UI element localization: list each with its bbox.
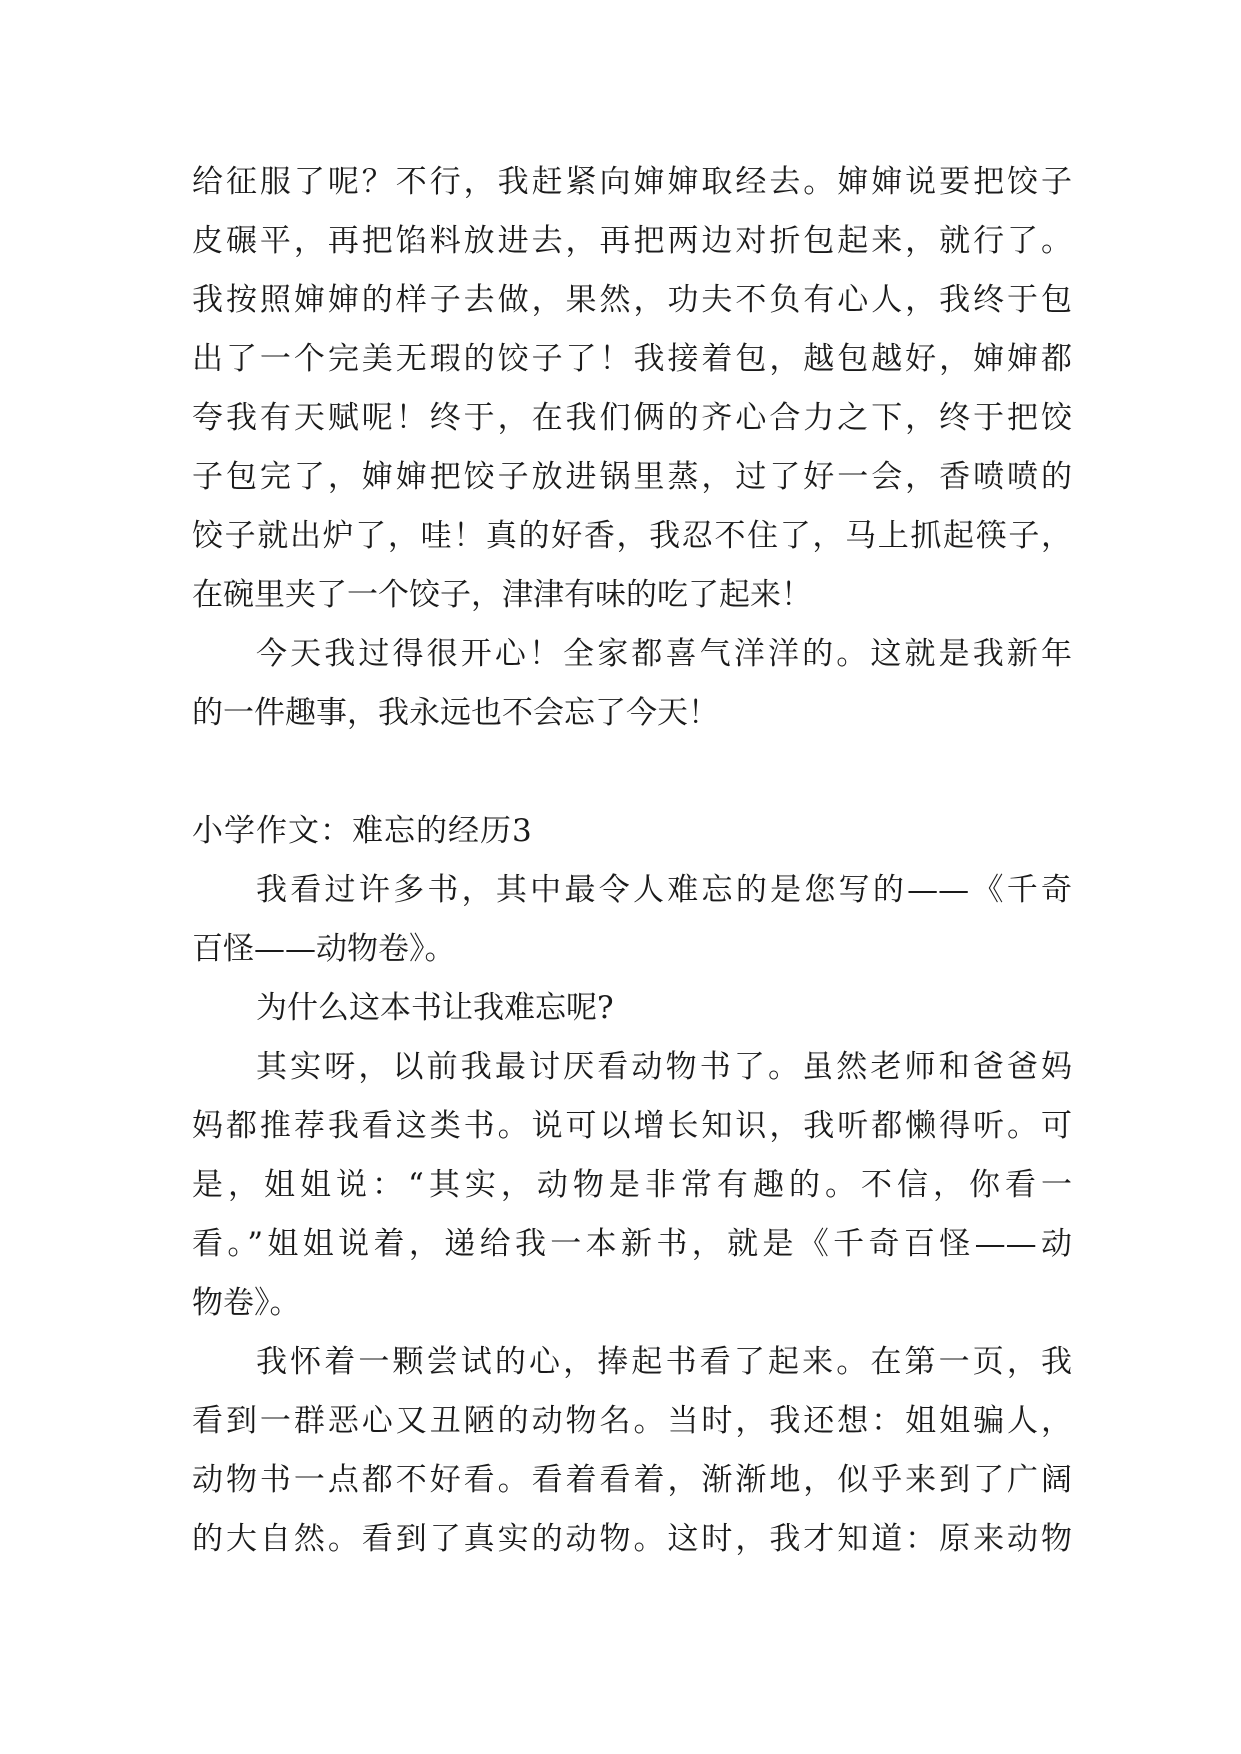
text-line: 百怪——动物卷》。 [192,931,456,967]
text-line: 其实呀，以前我最讨厌看动物书了。虽然老师和爸爸妈 [256,1049,1072,1085]
text-line: 的一件趣事，我永远也不会忘了今天！ [192,695,719,731]
text-line: 我按照婶婶的样子去做，果然，功夫不负有心人，我终于包 [192,282,1072,318]
text-line: 看到一群恶心又丑陋的动物名。当时，我还想：姐姐骗人， [192,1403,1072,1439]
text-line: 夸我有天赋呢！终于，在我们俩的齐心合力之下，终于把饺 [192,400,1072,436]
section-heading: 小学作文：难忘的经历3 [192,813,533,849]
text-line: 是，姐姐说：“其实，动物是非常有趣的。不信，你看一 [192,1167,1072,1203]
text-line: 为什么这本书让我难忘呢? [256,990,614,1026]
text-line: 给征服了呢？不行，我赶紧向婶婶取经去。婶婶说要把饺子 [192,164,1072,200]
text-line: 的大自然。看到了真实的动物。这时，我才知道：原来动物 [192,1521,1072,1557]
text-line: 出了一个完美无瑕的饺子了！我接着包，越包越好，婶婶都 [192,341,1072,377]
text-line: 皮碾平，再把馅料放进去，再把两边对折包起来，就行了。 [192,223,1072,259]
text-line: 今天我过得很开心！全家都喜气洋洋的。这就是我新年 [256,636,1072,672]
text-line: 在碗里夹了一个饺子，津津有味的吃了起来！ [192,577,812,613]
text-line: 动物书一点都不好看。看着看着，渐渐地，似乎来到了广阔 [192,1462,1072,1498]
text-line: 饺子就出炉了，哇！真的好香，我忍不住了，马上抓起筷子， [192,518,1072,554]
text-line: 妈都推荐我看这类书。说可以增长知识，我听都懒得听。可 [192,1108,1072,1144]
text-line: 我怀着一颗尝试的心，捧起书看了起来。在第一页，我 [256,1344,1072,1380]
text-line: 物卷》。 [192,1285,301,1321]
text-line: 子包完了，婶婶把饺子放进锅里蒸，过了好一会，香喷喷的 [192,459,1072,495]
text-line: 我看过许多书，其中最令人难忘的是您写的——《千奇 [256,872,1072,908]
text-line: 看。”姐姐说着，递给我一本新书，就是《千奇百怪——动 [192,1226,1072,1262]
